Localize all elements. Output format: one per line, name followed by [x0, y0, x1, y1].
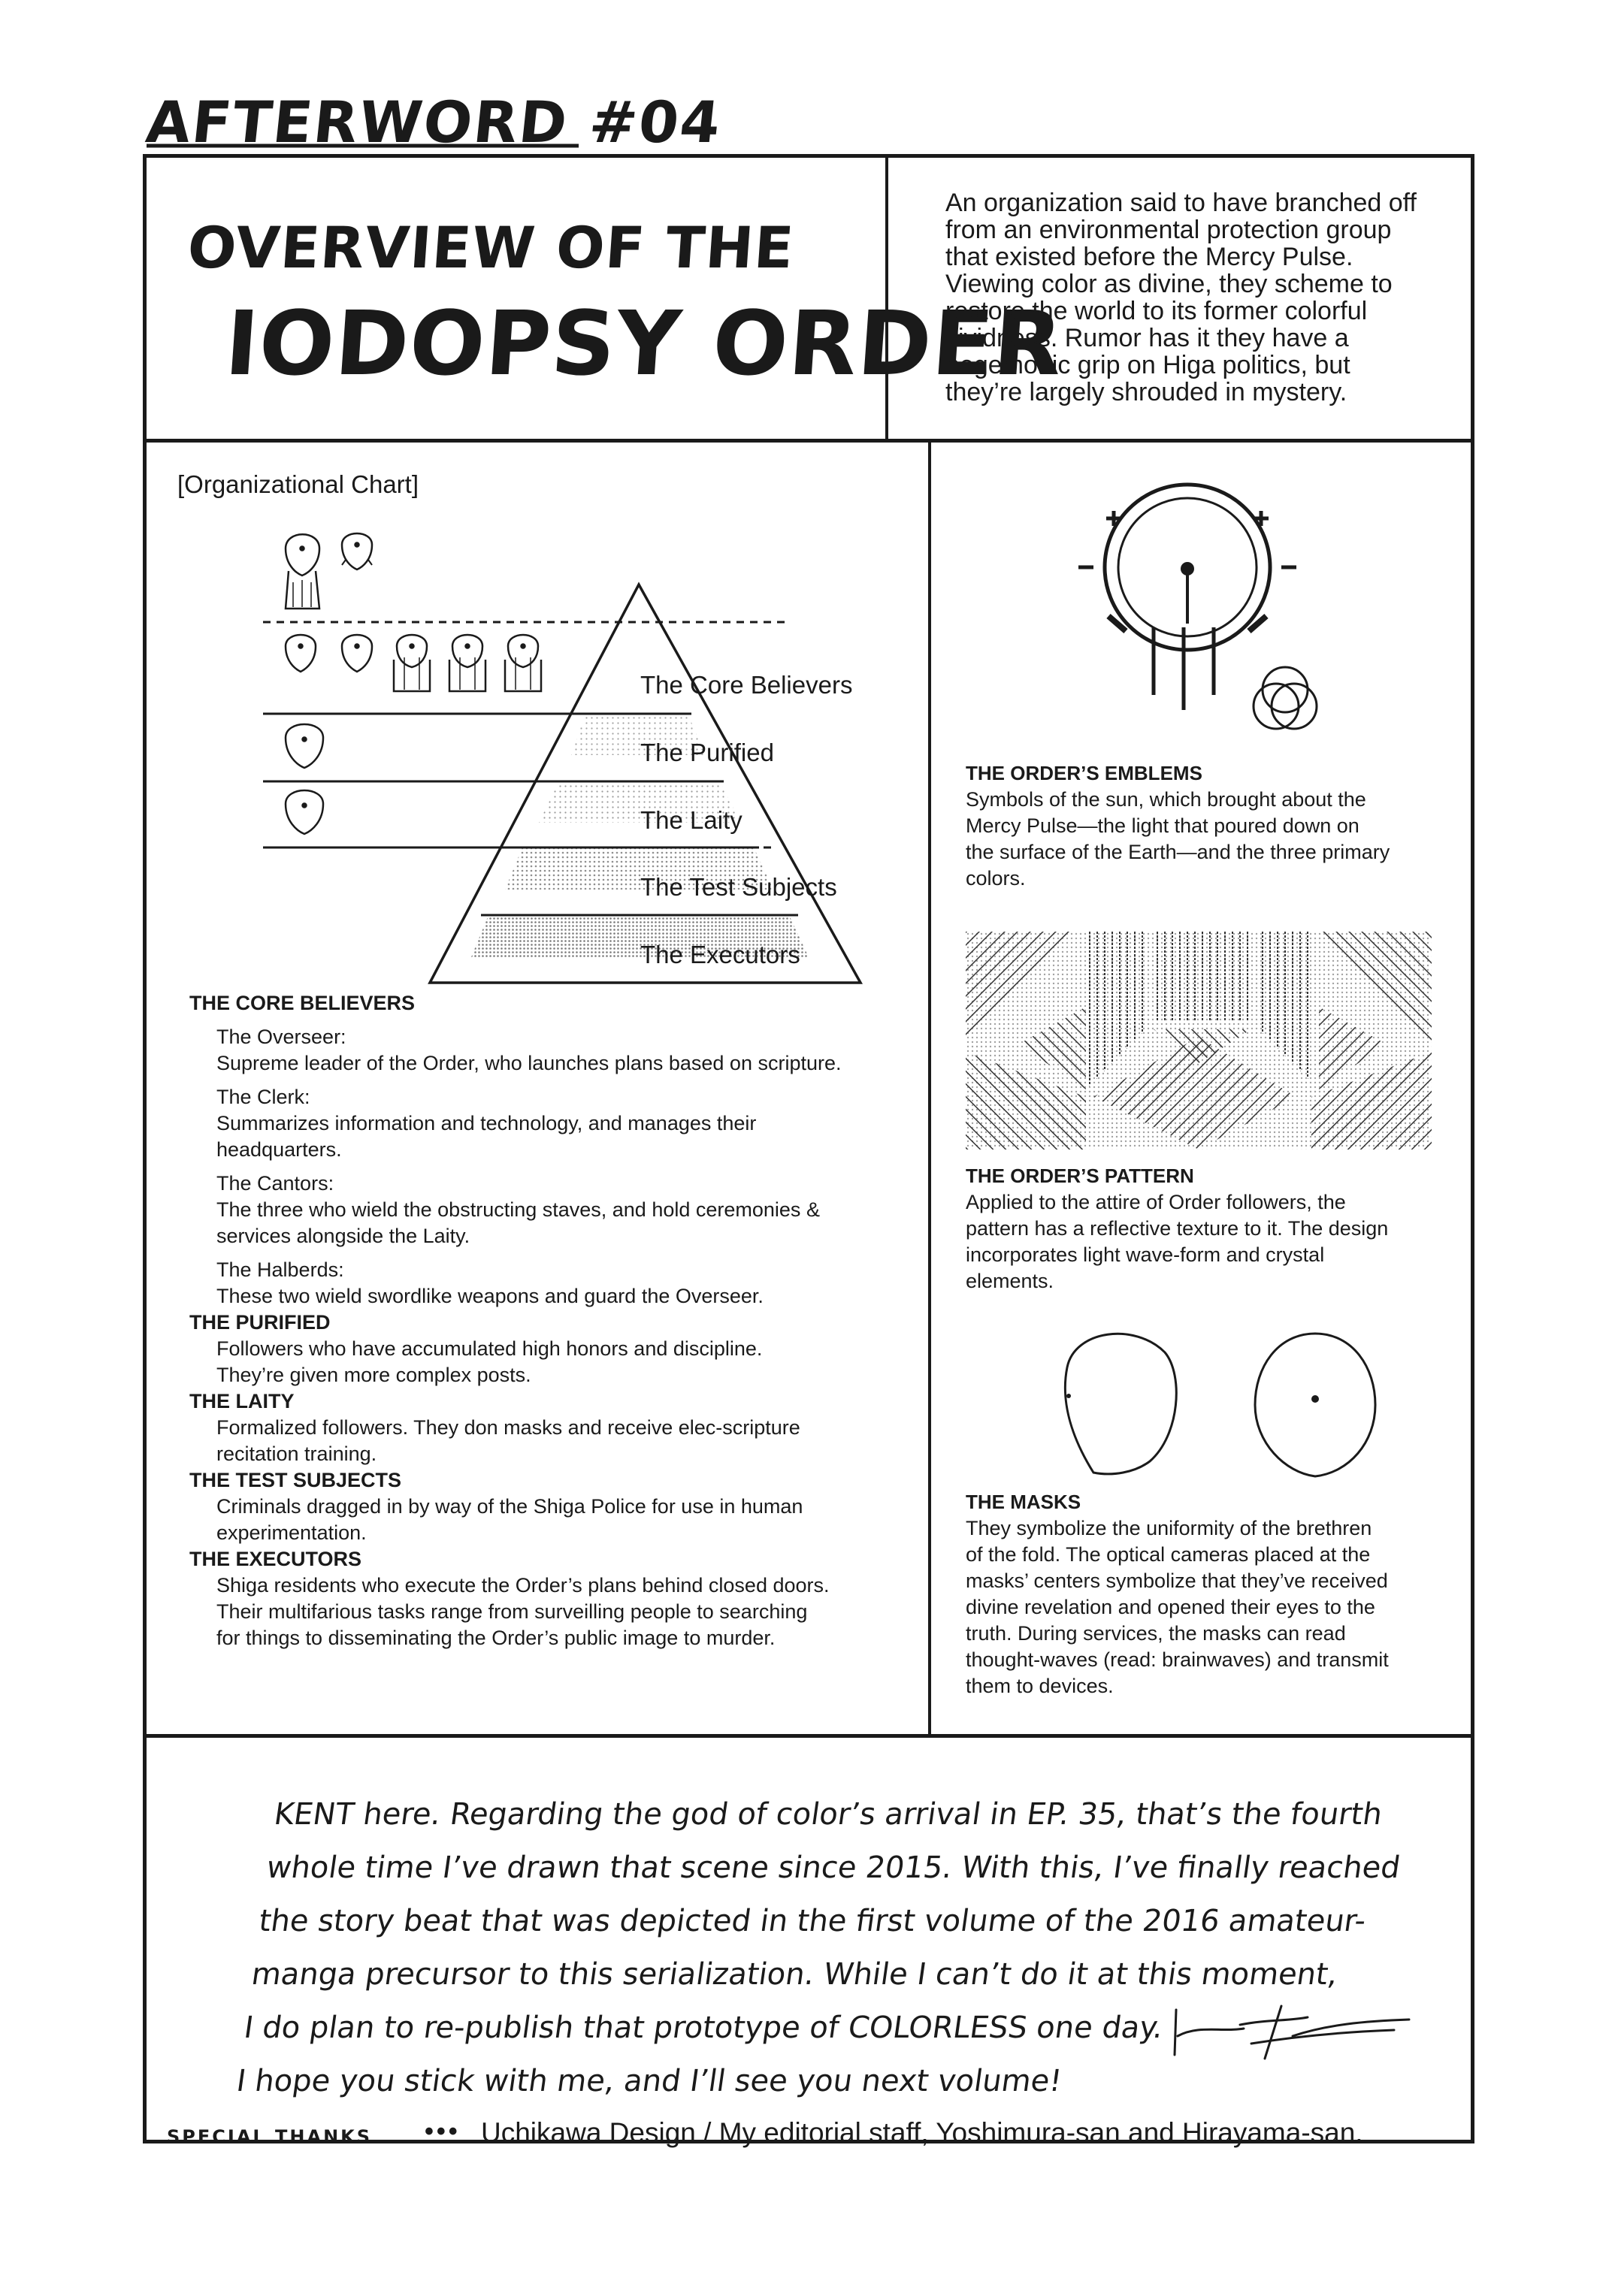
- clerk-name: The Clerk:: [216, 1086, 310, 1108]
- special-thanks-label: SPECIAL THANKS: [167, 2126, 373, 2147]
- heading-test-subjects: THE TEST SUBJECTS: [189, 1469, 402, 1491]
- intro-text: An organization said to have branched off from an environmental protection group that existed before the Mercy Pulse. Viewing color as divine, they scheme to restore the world to its former colorful vividness. Rumor has it they have a hegemonic grip on Higa politics, but they’re largely shrouded in mystery.: [945, 189, 1417, 406]
- halberds-name: The Halberds:: [216, 1258, 344, 1281]
- note-line-4: manga precursor to this serialization. While I can’t do it at this moment,: [249, 1957, 1340, 1992]
- tier-test-subjects: The Test Subjects: [640, 873, 837, 901]
- afterword-heading: AFTERWORD #04: [143, 89, 725, 156]
- masks-line-1: They symbolize the uniformity of the brethren: [966, 1517, 1372, 1539]
- heading-purified: THE PURIFIED: [189, 1311, 331, 1334]
- heading-core-believers: THE CORE BELIEVERS: [189, 992, 416, 1014]
- pattern-line-1: Applied to the attire of Order followers, the: [966, 1191, 1346, 1213]
- divider-columns: [928, 439, 931, 1737]
- emblems-heading: THE ORDER’S EMBLEMS: [966, 762, 1202, 784]
- pattern-section: [966, 1163, 1447, 1295]
- cantors-name: The Cantors:: [216, 1172, 334, 1195]
- divider-bottom: [143, 1734, 1474, 1738]
- test-subjects-text-1: Criminals dragged in by way of the Shiga Police for use in human: [216, 1495, 803, 1518]
- masks-line-6: thought-waves (read: brainwaves) and transmit: [966, 1648, 1389, 1671]
- tier-purified: The Purified: [640, 739, 774, 766]
- test-subjects-text-2: experimentation.: [216, 1521, 367, 1544]
- special-thanks-dots: •••: [425, 2117, 461, 2146]
- emblems-section: [966, 760, 1447, 892]
- halberds-text: These two wield swordlike weapons and guard the Overseer.: [216, 1285, 764, 1307]
- heading-executors: THE EXECUTORS: [189, 1548, 362, 1570]
- masks-line-2: of the fold. The optical cameras placed at the: [966, 1543, 1371, 1566]
- tier-laity: The Laity: [640, 806, 742, 834]
- purified-text-2: They’re given more complex posts.: [216, 1364, 531, 1386]
- mask-illustrations: [1052, 1322, 1413, 1488]
- note-line-2: whole time I’ve drawn that scene since 2015. With this, I’ve finally reached: [264, 1850, 1403, 1885]
- masks-line-3: masks’ centers symbolize that they’ve received: [966, 1569, 1388, 1592]
- pattern-heading: THE ORDER’S PATTERN: [966, 1165, 1194, 1187]
- clerk-text-1: Summarizes information and technology, and manages their: [216, 1112, 757, 1134]
- org-pyramid: [263, 526, 894, 992]
- pattern-line-3: incorporates light wave-form and crystal: [966, 1243, 1325, 1266]
- masks-line-7: them to devices.: [966, 1675, 1114, 1697]
- note-line-5: I do plan to re-publish that prototype of COLORLESS one day.: [241, 2011, 1166, 2045]
- mask-side-view: [1065, 1334, 1176, 1474]
- tier-executors: The Executors: [640, 941, 800, 968]
- tier-core-believers: The Core Believers: [640, 671, 853, 699]
- masks-section: [966, 1489, 1447, 1699]
- emblems-line-3: the surface of the Earth—and the three primary: [966, 841, 1390, 863]
- emblems-line-1: Symbols of the sun, which brought about the: [966, 788, 1366, 811]
- note-line-6: I hope you stick with me, and I’ll see you next volume!: [234, 2064, 1064, 2098]
- note-line-1: KENT here. Regarding the god of color’s arrival in EP. 35, that’s the fourth: [271, 1797, 1385, 1832]
- divider-top: [143, 439, 1474, 443]
- org-chart-label: [Organizational Chart]: [177, 470, 419, 498]
- laity-text-1: Formalized followers. They don masks and receive elec-scripture: [216, 1416, 800, 1439]
- executors-text-2: Their multifarious tasks range from surveilling people to searching: [216, 1600, 808, 1623]
- tier-descriptions: [189, 990, 911, 1651]
- executors-text-1: Shiga residents who execute the Order’s plans behind closed doors.: [216, 1574, 830, 1597]
- order-pattern: [966, 932, 1432, 1150]
- purified-text-1: Followers who have accumulated high honors and discipline.: [216, 1337, 763, 1360]
- note-line-3: the story beat that was depicted in the first volume of the 2016 amateur-: [256, 1904, 1369, 1938]
- order-emblem: [1067, 481, 1368, 766]
- pattern-line-2: pattern has a reflective texture to it. The design: [966, 1217, 1389, 1240]
- title-line-2: IODOPSY ORDER: [222, 292, 1066, 395]
- cantors-text-1: The three who wield the obstructing staves, and hold ceremonies &: [216, 1198, 820, 1221]
- heading-laity: THE LAITY: [189, 1390, 295, 1412]
- overseer-name: The Overseer:: [216, 1026, 346, 1048]
- laity-text-2: recitation training.: [216, 1443, 377, 1465]
- author-signature: [1169, 1991, 1417, 2066]
- executors-text-3: for things to disseminating the Order’s public image to murder.: [216, 1627, 776, 1649]
- mask-front-view: [1255, 1334, 1375, 1476]
- masks-heading: THE MASKS: [966, 1491, 1081, 1513]
- cantors-text-2: services alongside the Laity.: [216, 1225, 470, 1247]
- masks-line-5: truth. During services, the masks can read: [966, 1622, 1346, 1645]
- special-thanks-text: Uchikawa Design / My editorial staff, Yoshimura-san and Hirayama-san.: [481, 2117, 1363, 2148]
- masks-line-4: divine revelation and opened their eyes to the: [966, 1596, 1375, 1618]
- title-line-1: OVERVIEW OF THE: [185, 214, 797, 281]
- overseer-text: Supreme leader of the Order, who launches plans based on scripture.: [216, 1052, 842, 1074]
- emblems-line-4: colors.: [966, 867, 1026, 890]
- emblems-line-2: Mercy Pulse—the light that poured down on: [966, 814, 1359, 837]
- pattern-line-4: elements.: [966, 1270, 1054, 1292]
- clerk-text-2: headquarters.: [216, 1138, 342, 1161]
- heading-underline: [147, 141, 582, 150]
- mask-icon-overseer: [286, 534, 319, 576]
